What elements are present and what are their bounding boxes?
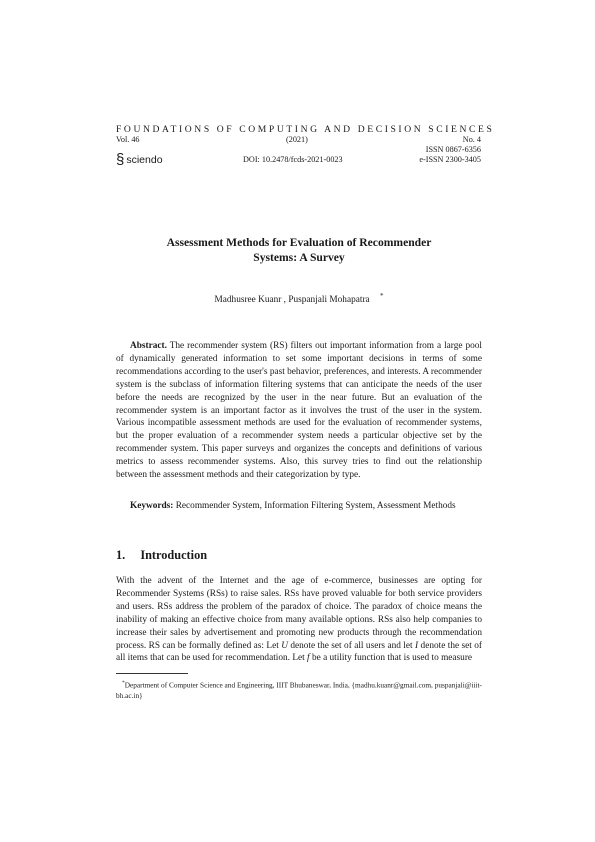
intro-text-part-1: With the advent of the Internet and the age of e-commerce, businesses are opting for Recommender Systems (RSs) to raise sales. RSs have proved valuable for both service providers and users. RSs address the problem of the paradox of choice. The paradox of choice means the inability of making an effective choice from many available options. RSs also help companies to increase their sales by advertisement and promoting new products through the recommendation process. RS can be formally defined as: Let — [116, 576, 482, 651]
author-footnote-mark: * — [380, 292, 384, 300]
volume-label: Vol. 46 — [116, 135, 140, 144]
paper-title-line-2: Systems: A Survey — [253, 251, 345, 264]
abstract — [116, 340, 482, 482]
issue-number: No. 4 — [462, 135, 481, 144]
author-names: Madhusree Kuanr , Puspanjali Mohapatra — [214, 295, 370, 306]
footnote-mark: * — [122, 680, 125, 686]
publisher-logo-text: sciendo — [126, 153, 163, 166]
footnote-text: Department of Computer Science and Engineering, IIIT Bhubaneswar, India, {madhu.kuanr@gmail.com, puspanjali@iiit-bh.ac.in} — [116, 680, 482, 700]
paper-title — [116, 235, 482, 265]
keywords-label: Keywords: — [130, 501, 174, 511]
abstract-text: The recommender system (RS) filters out important information from a large pool of dynamically generated information to set some important decisions in terms of some recommendations according to the user's past behavior, preferences, and interests. A recommender system is the subclass of information filtering systems that can anticipate the needs of the user before the needs are recognized by the user in the near future. But an evaluation of the recommender system is an important factor as it involves the trust of the user in the system. Various incompatible assessment methods are used for the evaluation of recommender systems, but the proper evaluation of a recommender system needs a particular objective set by the recommender system. This paper surveys and organizes the concepts and definitions of various metrics to assess recommender systems. Also, this survey tries to find out the relationship between the assessment methods and their categorization by type. — [116, 341, 482, 481]
footnote-rule — [116, 673, 188, 674]
var-f: f — [307, 653, 310, 664]
keywords-text: Recommender System, Information Filtering System, Assessment Methods — [175, 501, 456, 511]
footnote — [116, 678, 482, 701]
intro-text-part-2: denote the set of all users and let — [287, 640, 416, 651]
intro-text-part-4: be a utility function that is used to measure — [309, 653, 473, 664]
sciendo-logo-icon: § — [116, 151, 125, 168]
paper-title-line-1: Assessment Methods for Evaluation of Recommender — [166, 236, 432, 249]
intro-paragraph — [116, 575, 482, 665]
var-u: U — [281, 640, 288, 651]
publisher-logo — [116, 152, 163, 167]
eissn-label: e-ISSN 2300-3405 — [419, 155, 481, 164]
var-i: I — [415, 640, 419, 651]
year-label: (2021) — [286, 135, 308, 144]
section-number: 1. — [116, 548, 126, 562]
journal-name: FOUNDATIONS OF COMPUTING AND DECISION SCIENCES — [116, 124, 495, 135]
intro-text-part-3: denote the set of all items that can be used for recommendation. Let — [116, 640, 483, 664]
issn-label: ISSN 0867-6356 — [425, 145, 481, 154]
abstract-label: Abstract. — [130, 341, 167, 351]
doi-label: DOI: 10.2478/fcds-2021-0023 — [243, 155, 343, 164]
section-heading — [116, 548, 207, 563]
section-title: Introduction — [140, 548, 208, 562]
authors — [116, 292, 482, 305]
keywords — [116, 500, 482, 513]
